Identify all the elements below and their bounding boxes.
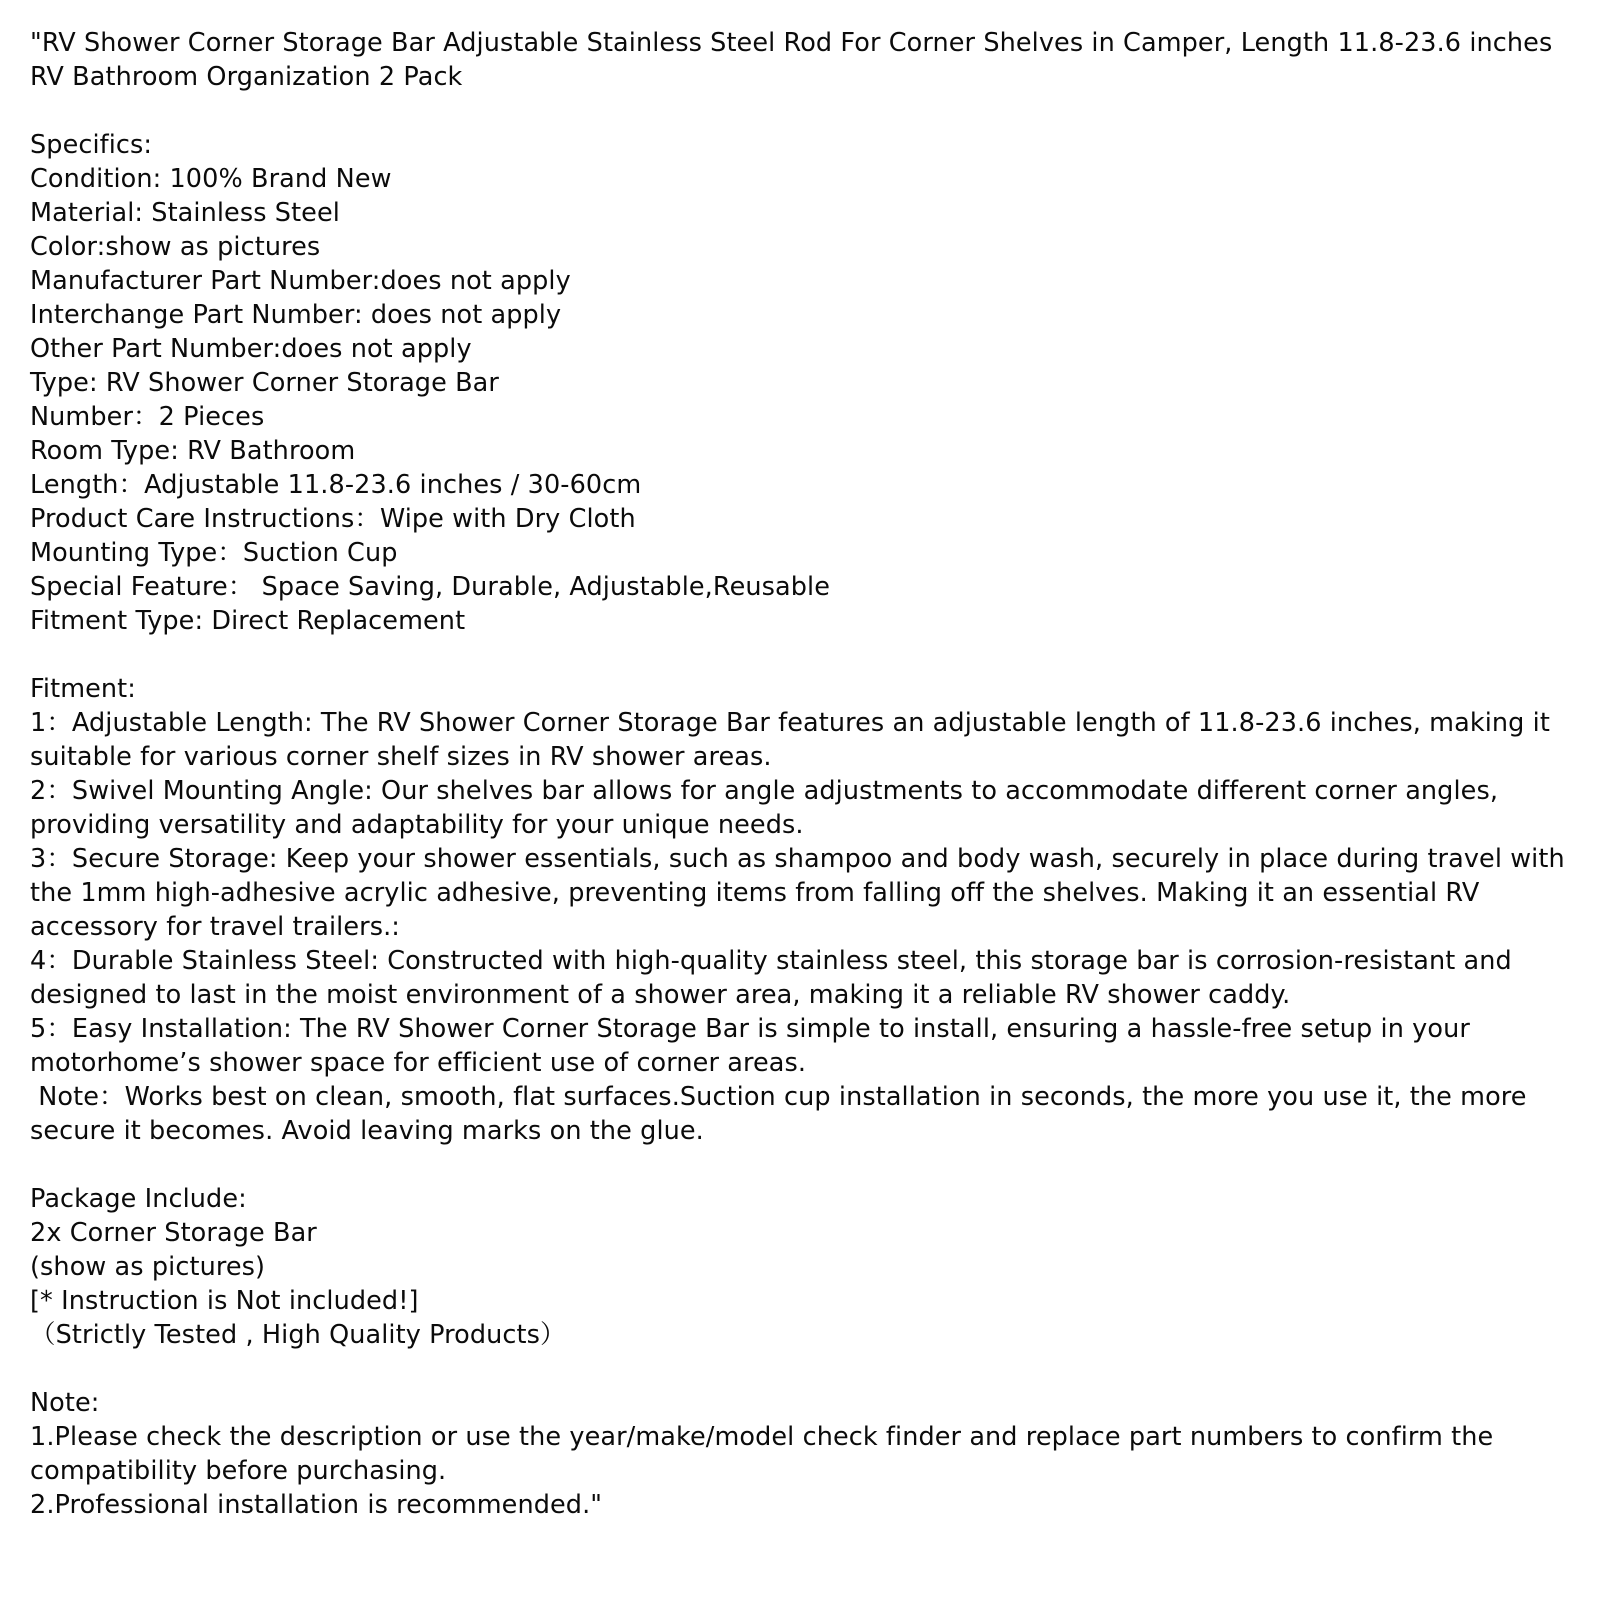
spec-color: Color:show as pictures — [30, 232, 321, 262]
package-item-pictures: (show as pictures) — [30, 1252, 266, 1282]
spec-interchange-part-number: Interchange Part Number: does not apply — [30, 300, 562, 330]
fitment-item-1: 1：Adjustable Length: The RV Shower Corner Storage Bar features an adjustable length of 11.8-23.6 inches, making it suitable for various corner shelf sizes in RV shower areas. — [30, 708, 1559, 772]
package-item-bar: 2x Corner Storage Bar — [30, 1218, 317, 1248]
package-item-instruction: [* Instruction is Not included!] — [30, 1286, 419, 1316]
note-heading: Note: — [30, 1388, 100, 1418]
spacer — [30, 638, 1570, 672]
fitment-item-3: 3：Secure Storage: Keep your shower essentials, such as shampoo and body wash, securely in place during travel with the 1mm high-adhesive acrylic adhesive, preventing items from falling off the shelves. Making it an essential RV accessory for travel trailers.: — [30, 844, 1573, 942]
product-title: "RV Shower Corner Storage Bar Adjustable Stainless Steel Rod For Corner Shelves in Camper, Length 11.8-23.6 inches RV Bathroom Organization 2 Pack — [30, 28, 1561, 92]
package-item-tested: （Strictly Tested , High Quality Products） — [30, 1320, 566, 1350]
package-include-heading: Package Include: — [30, 1184, 247, 1214]
fitment-item-5: 5：Easy Installation: The RV Shower Corner Storage Bar is simple to install, ensuring a hassle-free setup in your motorhome’s shower space for efficient use of corner areas. — [30, 1014, 1479, 1078]
spec-room-type: Room Type: RV Bathroom — [30, 436, 356, 466]
fitment-heading: Fitment: — [30, 674, 136, 704]
spec-manufacturer-part-number: Manufacturer Part Number:does not apply — [30, 266, 571, 296]
spec-care-instructions: Product Care Instructions：Wipe with Dry Cloth — [30, 504, 636, 534]
spec-special-feature: Special Feature： Space Saving, Durable, Adjustable,Reusable — [30, 572, 830, 602]
fitment-item-2: 2：Swivel Mounting Angle: Our shelves bar allows for angle adjustments to accommodate different corner angles, providing versatility and adaptability for your unique needs. — [30, 776, 1507, 840]
fitment-note: Note：Works best on clean, smooth, flat surfaces.Suction cup installation in seconds, the more you use it, the more secure it becomes. Avoid leaving marks on the glue. — [30, 1082, 1535, 1146]
spacer — [30, 94, 1570, 128]
note-item-1: 1.Please check the description or use the year/make/model check finder and replace part numbers to confirm the compatibility before purchasing. — [30, 1422, 1502, 1486]
spec-condition: Condition: 100% Brand New — [30, 164, 392, 194]
spacer — [30, 1352, 1570, 1386]
spec-number: Number：2 Pieces — [30, 402, 265, 432]
specifics-heading: Specifics: — [30, 130, 153, 160]
spec-other-part-number: Other Part Number:does not apply — [30, 334, 472, 364]
spec-length: Length：Adjustable 11.8-23.6 inches / 30-60cm — [30, 470, 642, 500]
spacer — [30, 1148, 1570, 1182]
spec-type: Type: RV Shower Corner Storage Bar — [30, 368, 499, 398]
spec-mounting-type: Mounting Type：Suction Cup — [30, 538, 398, 568]
spec-material: Material: Stainless Steel — [30, 198, 340, 228]
spec-fitment-type: Fitment Type: Direct Replacement — [30, 606, 466, 636]
fitment-item-4: 4：Durable Stainless Steel: Constructed with high-quality stainless steel, this storage bar is corrosion-resistant and designed to last in the moist environment of a shower area, making it a reliable RV shower caddy. — [30, 946, 1521, 1010]
note-item-2: 2.Professional installation is recommended." — [30, 1490, 603, 1520]
